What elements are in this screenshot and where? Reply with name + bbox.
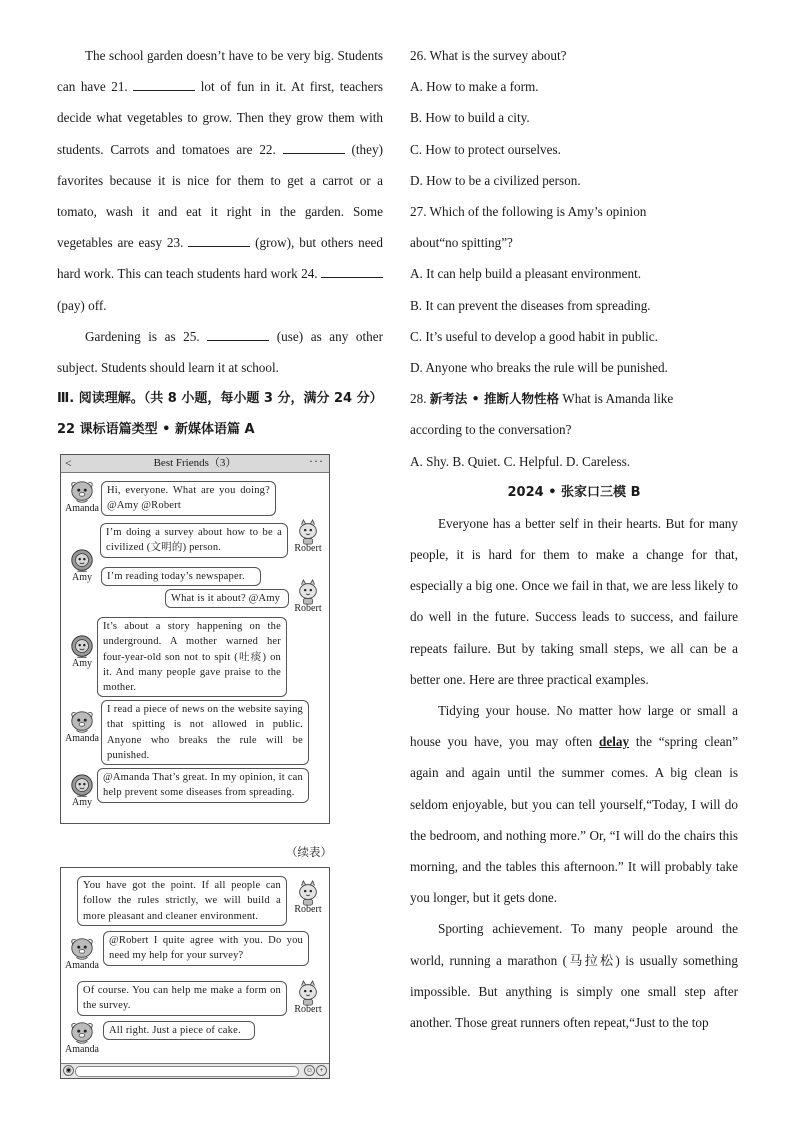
question-27: 27. Which of the following is Amy’s opinion (410, 204, 647, 220)
text-segment: (pay) off. (57, 297, 107, 313)
chat-message: Of course. You can help me make a form on the survey. (77, 981, 287, 1016)
chat-message: @Robert I quite agree with you. Do you need my help for your survey? (103, 931, 309, 966)
blank-23[interactable] (188, 234, 250, 247)
text-segment: Gardening is as 25. (85, 328, 208, 344)
rabbit-avatar-icon (294, 519, 322, 545)
avatar-amanda (64, 1020, 100, 1055)
fill-in-paragraph-2 (57, 321, 383, 383)
chat-message: It’s about a story happening on the underground. A mother warned her four-year-old son not to spit (吐痰) on it. And many people gave praise to the mother. (97, 617, 287, 697)
question-tag: 新考法 • 推断人物性格 (429, 391, 559, 407)
passage-a-tag: 22 课标语篇类型 • 新媒体语篇 A (57, 422, 255, 438)
avatar-amanda (64, 936, 100, 971)
option: A. It can help build a pleasant environment. (410, 266, 642, 282)
chat-message: I’m reading today’s newspaper. (101, 567, 261, 586)
emoji-icon[interactable]: ☺ (305, 1066, 314, 1074)
question-number: 28. (410, 391, 430, 407)
question-27-cont: about“no spitting”? (410, 235, 513, 251)
chat-message: You have got the point. If all people can follow the rules strictly, we will build a more pleasant and cleaner environment. (77, 876, 287, 926)
continued-note: （续表） (286, 845, 332, 859)
chat-title-bar (61, 455, 329, 473)
question-28-cont: according to the conversation? (410, 422, 572, 438)
option: B. It can prevent the diseases from spreading. (410, 297, 651, 313)
option: D. Anyone who breaks the rule will be punished. (410, 360, 668, 376)
sender-name: Robert (294, 1004, 322, 1015)
sender-name: Amanda (65, 960, 99, 971)
chat-title: Best Friends（3） (153, 457, 237, 469)
add-icon[interactable]: + (316, 1065, 327, 1076)
avatar-robert (290, 579, 326, 614)
text-segment: the “spring clean” again and again until the summer comes. A big clean is seldom enjoyable, but you can tell yourself,“Today, I will do the bedroom, and nothing more.” Or, “I will do the chairs this morning, and the tables this afternoon.” It will probably take you longer, but it gets done. (410, 734, 738, 906)
sender-name: Robert (294, 603, 322, 614)
rabbit-avatar-icon (294, 880, 322, 906)
sender-name: Amanda (65, 1044, 99, 1055)
avatar-robert (290, 880, 326, 915)
text-segment: Tidying your house. No matter how large or small a house you have, you may often (410, 703, 738, 750)
right-column (410, 40, 738, 1038)
avatar-amy (64, 634, 100, 669)
section-heading: Ⅲ. 阅读理解。（共 8 小题，每小题 3 分，满分 24 分） (57, 391, 383, 407)
options-28: A. Shy. B. Quiet. C. Helpful. D. Careless. (410, 453, 631, 469)
chat-message: @Amanda That’s great. In my opinion, it can help prevent some diseases from spreading. (97, 768, 309, 803)
dog-avatar-icon (68, 709, 96, 735)
question-26: 26. What is the survey about? (410, 48, 567, 63)
option: B. How to build a city. (410, 110, 530, 126)
left-column (57, 40, 383, 445)
lion-avatar-icon (68, 634, 96, 660)
sender-name: Amy (72, 658, 92, 669)
question-28 (410, 383, 738, 414)
chat-window (60, 454, 330, 824)
dog-avatar-icon (68, 479, 96, 505)
sender-name: Amy (72, 572, 92, 583)
avatar-robert (290, 980, 326, 1015)
sender-name: Amy (72, 797, 92, 808)
option: D. How to be a civilized person. (410, 172, 581, 188)
more-options-icon[interactable]: ··· (309, 454, 324, 468)
chat-window-continued (60, 867, 330, 1079)
option: C. How to protect ourselves. (410, 141, 561, 157)
text-segment: (they) favorites because it is nice for them to get a carrot or a tomato, wash it and eat it right in the garden. Some vegetables are easy 23. (57, 141, 383, 251)
blank-24[interactable] (321, 265, 383, 278)
rabbit-avatar-icon (294, 579, 322, 605)
question-text: What is Amanda like (558, 391, 674, 407)
blank-22[interactable] (283, 141, 345, 154)
fill-in-paragraph-1 (57, 40, 383, 321)
avatar-robert (290, 519, 326, 554)
chat-message: Hi, everyone. What are you doing? @Amy @Robert (101, 481, 276, 516)
blank-25[interactable] (207, 328, 269, 341)
sender-name: Amanda (65, 733, 99, 744)
text-segment: (use) as any other subject. Students should learn it at school. (57, 328, 383, 376)
avatar-amy (64, 548, 100, 583)
dog-avatar-icon (68, 1020, 96, 1046)
option: A. How to make a form. (410, 79, 539, 95)
lion-avatar-icon (68, 548, 96, 574)
blank-21[interactable] (133, 78, 195, 91)
passage-b-paragraph-3: Sporting achievement. To many people around the world, running a marathon (马拉松) is usually something impossible. But anything is simply one small step after another. Those great runners often repeat,“Just to the top (410, 921, 738, 1031)
chat-input-bar (61, 1063, 329, 1078)
dog-avatar-icon (68, 936, 96, 962)
underlined-word: delay (599, 734, 630, 750)
passage-b-paragraph-1: Everyone has a better self in their hearts. But for many people, it is hard for them to make a change for that, especially a big one. Once we fail in that, we are less likely to do well in the future. Success leads to success, and failure repeats failure. But by taking small steps, we all can be a better one. Here are three practical examples. (410, 515, 738, 687)
avatar-amanda (64, 709, 100, 744)
sender-name: Robert (294, 904, 322, 915)
back-arrow-icon[interactable]: < (65, 456, 72, 470)
text-segment: (grow), but others need hard work. This can teach students hard work 24. (57, 235, 384, 282)
sender-name: Amanda (65, 503, 99, 514)
avatar-amy (64, 773, 100, 808)
lion-avatar-icon (68, 773, 96, 799)
message-input[interactable] (75, 1066, 299, 1077)
sender-name: Robert (294, 543, 322, 554)
chat-message: All right. Just a piece of cake. (103, 1021, 255, 1040)
chat-message: I’m doing a survey about how to be a civilized (文明的) person. (100, 523, 288, 558)
rabbit-avatar-icon (294, 980, 322, 1006)
text-segment: The school garden doesn’t have to be very big. Students can have 21. (57, 48, 383, 95)
option: C. It’s useful to develop a good habit in public. (410, 328, 658, 344)
text-segment: lot of fun in it. At first, teachers decide what vegetables to grow. Then they grow them with students. Carrots and tomatoes are 22. (57, 79, 383, 157)
chat-message: What is it about? @Amy (165, 589, 289, 608)
passage-b-paragraph-2 (410, 695, 738, 913)
chat-message: I read a piece of news on the website saying that spitting is not allowed in public. Anyone who breaks the rule will be punished. (101, 700, 309, 765)
voice-icon[interactable]: ◉ (63, 1065, 74, 1076)
passage-b-heading: 2024 • 张家口三模 B (507, 484, 641, 500)
avatar-amanda (64, 479, 100, 514)
